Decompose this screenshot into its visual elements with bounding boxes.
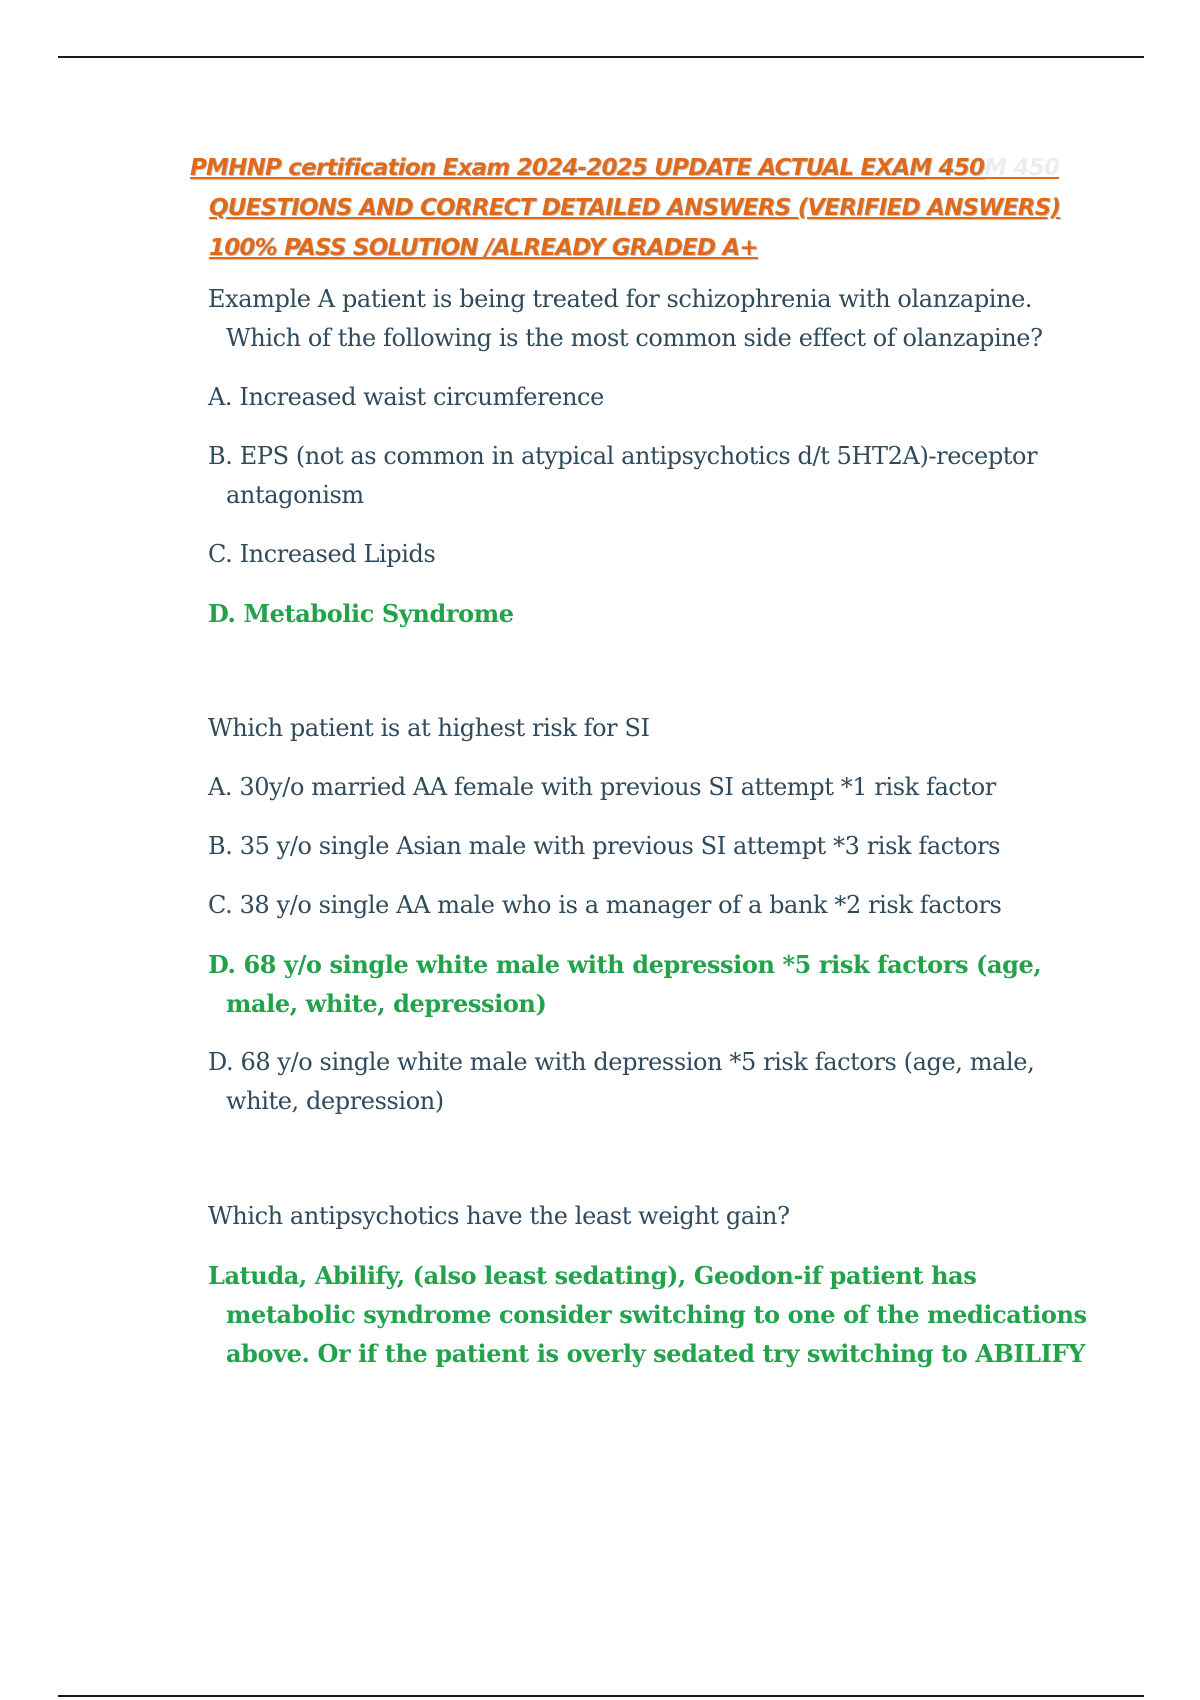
document-title xyxy=(190,148,1090,268)
question-2-option-c: C. 38 y/o single AA male who is a manager of a bank *2 risk factors xyxy=(208,891,1002,919)
title-line-3: 100% PASS SOLUTION /ALREADY GRADED A+ xyxy=(209,235,758,261)
question-2-option-b: B. 35 y/o single Asian male with previous SI attempt *3 risk factors xyxy=(208,832,1001,860)
title-line-1 xyxy=(190,148,1090,188)
header-rule xyxy=(58,56,1144,58)
question-2-option-d-repeat: D. 68 y/o single white male with depression *5 risk factors (age, male, white, depression) xyxy=(208,1048,1035,1115)
document-body xyxy=(208,280,1088,1373)
question-2-option-a: A. 30y/o married AA female with previous SI attempt *1 risk factor xyxy=(208,773,996,801)
question-2-stem: Which patient is at highest risk for SI xyxy=(208,714,650,742)
question-1-answer: D. Metabolic Syndrome xyxy=(208,599,514,628)
question-1-option-c: C. Increased Lipids xyxy=(208,540,436,568)
title-ghost-text: M 450 xyxy=(984,155,1060,181)
question-3-stem: Which antipsychotics have the least weight gain? xyxy=(208,1202,790,1230)
footer-rule xyxy=(58,1695,1144,1697)
title-line-2: QUESTIONS AND CORRECT DETAILED ANSWERS (VERIFIED ANSWERS) xyxy=(209,195,1061,221)
question-1-stem: Example A patient is being treated for schizophrenia with olanzapine. Which of the following is the most common side effect of olanzapine? xyxy=(208,285,1043,352)
question-2-answer: D. 68 y/o single white male with depression *5 risk factors (age, male, white, depression) xyxy=(208,950,1042,1018)
title-line-1-text: PMHNP certification Exam 2024-2025 UPDATE ACTUAL EXAM 450 xyxy=(190,155,985,181)
question-1-option-a: A. Increased waist circumference xyxy=(208,383,604,411)
question-3-answer: Latuda, Abilify, (also least sedating), Geodon-if patient has metabolic syndrome consider switching to one of the medications above. Or if the patient is overly sedated try switching to ABILIFY xyxy=(208,1261,1087,1368)
question-1-option-b: B. EPS (not as common in atypical antipsychotics d/t 5HT2A)-receptor antagonism xyxy=(208,442,1038,509)
